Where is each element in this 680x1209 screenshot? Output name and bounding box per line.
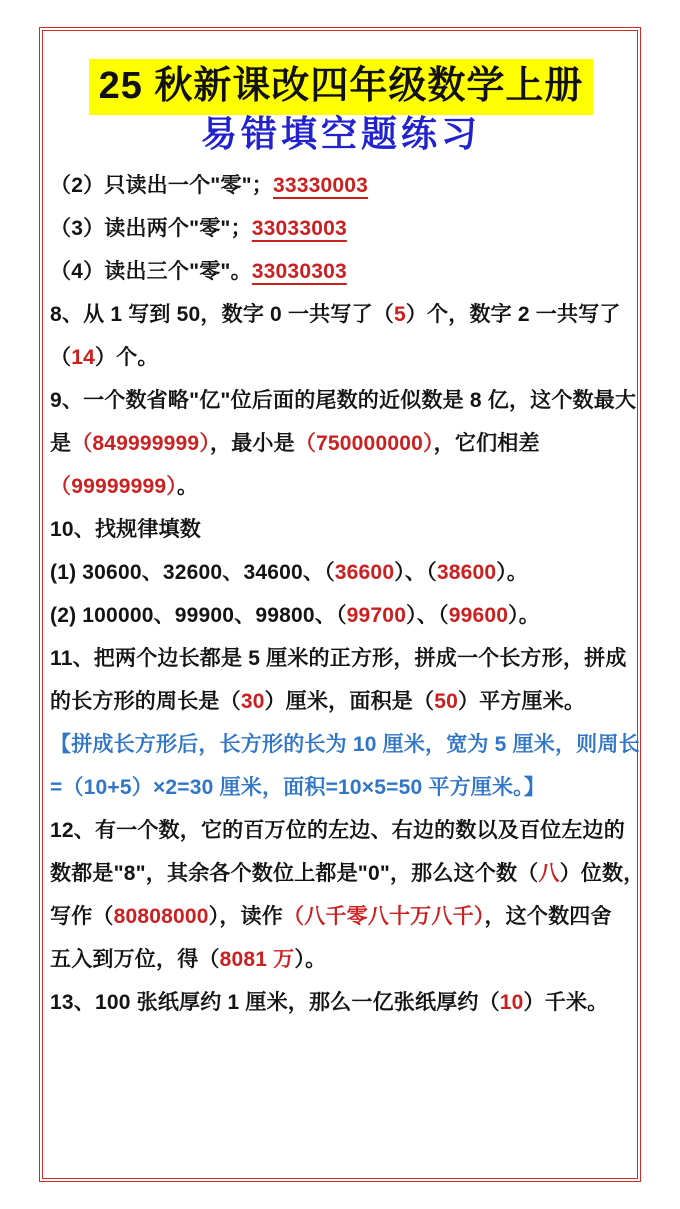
answer-text: 33330003 xyxy=(273,174,369,197)
text-line xyxy=(50,508,632,551)
question-text: ，最小是 xyxy=(210,432,295,455)
question-text: ，它们相差 xyxy=(433,432,540,455)
answer-text: 80808000 xyxy=(113,905,209,928)
page-subtitle: 易错填空题练习 xyxy=(200,113,481,154)
question-text: 8、从 1 写到 50，数字 0 一共写了（ xyxy=(50,303,394,326)
question-text: ）、（ xyxy=(394,561,437,584)
answer-text: 50 xyxy=(434,690,458,713)
question-text: ）。 xyxy=(496,561,529,584)
text-line xyxy=(50,465,632,508)
question-text: 【拼成长方形后，长方形的长为 10 厘米，宽为 5 厘米，则周长 xyxy=(50,733,640,756)
text-line xyxy=(50,551,632,594)
question-text: （4）读出三个"零"。 xyxy=(50,260,252,283)
question-text: 。 xyxy=(176,475,199,498)
answer-text: （849999999） xyxy=(71,432,211,455)
question-text: 13、100 张纸厚约 1 厘米，那么一亿张纸厚约（ xyxy=(50,991,500,1014)
question-text: ）个。 xyxy=(94,346,159,369)
text-line xyxy=(50,723,640,766)
question-text: ）平方厘米。 xyxy=(457,690,586,713)
text-line xyxy=(50,422,632,465)
page-title-row xyxy=(50,59,632,111)
text-line xyxy=(50,336,632,379)
answer-text: 八 xyxy=(538,862,560,885)
answer-text: 38600 xyxy=(436,561,497,584)
question-text: ，这个数四舍 xyxy=(484,905,612,928)
question-text: 的长方形的周长是（ xyxy=(50,690,241,713)
question-text: 数都是"8"，其余各个数位上都是"0"，那么这个数（ xyxy=(50,862,539,885)
text-line xyxy=(50,680,632,723)
answer-text: 14 xyxy=(71,346,95,369)
text-line xyxy=(50,637,632,680)
text-line xyxy=(50,981,632,1024)
question-text: 写作（ xyxy=(50,905,114,928)
answer-text: 33033003 xyxy=(251,217,347,240)
text-line xyxy=(50,207,632,250)
answer-text: 8081 万 xyxy=(219,948,295,971)
text-line xyxy=(50,809,632,852)
question-text: ）位数， xyxy=(559,862,645,885)
question-text: 10、找规律填数 xyxy=(50,518,201,541)
text-line xyxy=(50,895,632,938)
text-line xyxy=(50,594,632,637)
worksheet-page xyxy=(39,27,645,1182)
question-text: 12、有一个数，它的百万位的左边、右边的数以及百位左边的 xyxy=(50,819,625,842)
question-text: ）。 xyxy=(508,604,540,627)
question-text: ）千米。 xyxy=(523,991,609,1014)
question-text: ）个，数字 2 一共写了 xyxy=(405,303,621,326)
text-line xyxy=(50,852,645,895)
answer-text: （八千零八十万八千） xyxy=(282,905,485,928)
answer-text: 5 xyxy=(393,303,406,326)
question-text: ）、（ xyxy=(406,604,449,627)
question-text: (2) 100000、99900、99800、（ xyxy=(50,604,347,627)
text-line xyxy=(50,293,632,336)
answer-text: 99600 xyxy=(448,604,509,627)
question-text: 11、把两个边长都是 5 厘米的正方形，拼成一个长方形，拼成 xyxy=(50,647,627,670)
question-text: ）。 xyxy=(294,948,327,971)
answer-text: 36600 xyxy=(334,561,395,584)
text-line xyxy=(50,938,632,981)
text-line xyxy=(50,766,632,809)
text-line xyxy=(50,379,637,422)
question-text: 五入到万位，得（ xyxy=(50,948,220,971)
question-text: 是 xyxy=(50,432,72,455)
question-text: ）厘米，面积是（ xyxy=(264,690,435,713)
answer-text: 30 xyxy=(240,690,265,713)
text-line xyxy=(50,164,632,207)
question-text: （ xyxy=(50,346,72,369)
question-text: ），读作 xyxy=(208,905,283,928)
answer-text: （750000000） xyxy=(294,432,434,455)
answer-text: 33030303 xyxy=(251,260,347,283)
question-text: （3）读出两个"零"； xyxy=(50,217,252,240)
answer-text: 10 xyxy=(499,991,524,1014)
answer-text: 99700 xyxy=(346,604,407,627)
question-text: (1) 30600、32600、34600、（ xyxy=(50,561,335,584)
worksheet-content xyxy=(43,31,645,1024)
content-lines xyxy=(50,164,645,1024)
page-title: 25 秋新课改四年级数学上册 xyxy=(89,59,594,115)
answer-text: （99999999） xyxy=(50,475,177,498)
question-text: =（10+5）×2=30 厘米，面积=10×5=50 平方厘米。】 xyxy=(50,776,546,799)
text-line xyxy=(50,250,632,293)
question-text: （2）只读出一个"零"； xyxy=(50,174,273,197)
question-text: 9、一个数省略"亿"位后面的尾数的近似数是 8 亿，这个数最大 xyxy=(50,389,637,412)
